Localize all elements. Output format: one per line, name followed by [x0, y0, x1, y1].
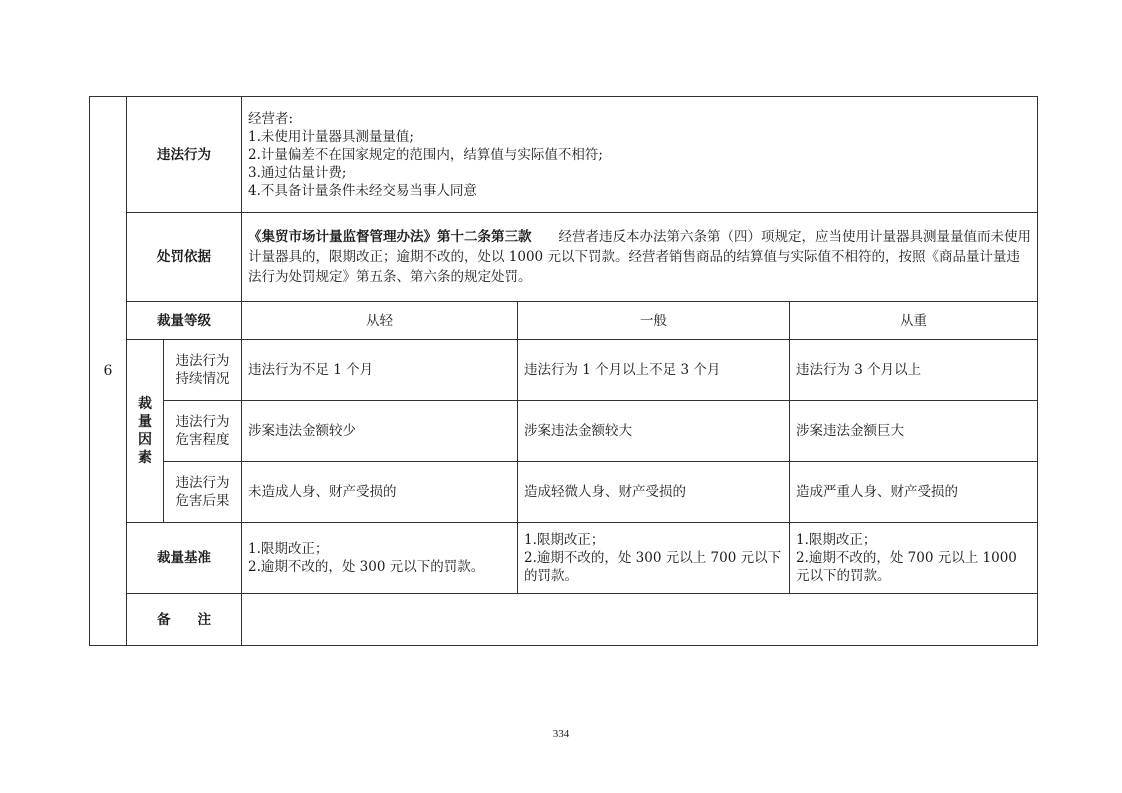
level-heavy: 从重: [790, 302, 1038, 340]
standard-line: 2.逾期不改的，处 700 元以上 1000 元以下的罚款。: [796, 550, 1017, 584]
standard-light: [242, 523, 518, 594]
violation-label: 违法行为: [127, 97, 242, 213]
duration-heavy: 违法行为 3 个月以上: [790, 340, 1038, 401]
factor-label-line: 违法行为: [175, 475, 230, 491]
violation-content: [242, 97, 1038, 213]
duration-light: 违法行为不足 1 个月: [242, 340, 518, 401]
penalty-basis-text: 经营者违反本办法第六条第（四）项规定，应当使用计量器具测量量值而未使用计量器具的，限期改正；逾期不改的，处以 1000 元以下罚款。经营者销售商品的结算值与实际值不相符的，按照《商品量计量违法行为处罚规定》第五条、第六条的规定处罚。: [248, 229, 1031, 285]
factor-harm-consequence-label: [164, 462, 242, 523]
harm-consequence-normal: 造成轻微人身、财产受损的: [518, 462, 790, 523]
factor-harm-consequence-row: [90, 462, 1038, 523]
row-number: 6: [90, 97, 127, 646]
penalty-basis-label: 处罚依据: [127, 213, 242, 302]
harm-degree-normal: 涉案违法金额较大: [518, 401, 790, 462]
factors-label: [127, 340, 164, 523]
violation-line: 4.不具备计量条件未经交易当事人同意: [248, 182, 477, 199]
page-number: 334: [552, 728, 570, 740]
level-normal: 一般: [518, 302, 790, 340]
levels-row: [90, 302, 1038, 340]
violation-row: [90, 97, 1038, 213]
factor-harm-degree-label: [164, 401, 242, 462]
factor-label-line: 违法行为: [175, 353, 230, 369]
discretion-table: [89, 96, 1038, 646]
remarks-label: 备 注: [127, 594, 242, 646]
factors-label-char: 量: [138, 414, 152, 430]
factor-harm-degree-row: [90, 401, 1038, 462]
level-light: 从轻: [242, 302, 518, 340]
remarks-content: [242, 594, 1038, 646]
harm-consequence-heavy: 造成严重人身、财产受损的: [790, 462, 1038, 523]
levels-label: 裁量等级: [127, 302, 242, 340]
factor-duration-row: [90, 340, 1038, 401]
duration-normal: 违法行为 1 个月以上不足 3 个月: [518, 340, 790, 401]
remarks-row: [90, 594, 1038, 646]
standard-line: 2.逾期不改的，处 300 元以上 700 元以下的罚款。: [524, 550, 782, 584]
harm-consequence-light: 未造成人身、财产受损的: [242, 462, 518, 523]
violation-line: 2.计量偏差不在国家规定的范围内，结算值与实际值不相符;: [248, 146, 603, 163]
penalty-basis-content: [242, 213, 1038, 302]
penalty-basis-title: 《集贸市场计量监督管理办法》第十二条第三款: [248, 229, 532, 245]
standard-line: 2.逾期不改的，处 300 元以下的罚款。: [248, 559, 485, 575]
harm-degree-light: 涉案违法金额较少: [242, 401, 518, 462]
violation-line: 3.通过估量计费;: [248, 164, 347, 181]
factors-label-char: 因: [138, 432, 152, 448]
factor-duration-label: [164, 340, 242, 401]
standard-heavy: [790, 523, 1038, 594]
violation-line: 1.未使用计量器具测量量值;: [248, 128, 414, 145]
standard-line: 1.限期改正；: [248, 541, 329, 557]
factors-label-char: 素: [138, 450, 152, 466]
factors-label-char: 裁: [138, 396, 152, 412]
factor-label-line: 持续情况: [175, 371, 230, 387]
harm-degree-heavy: 涉案违法金额巨大: [790, 401, 1038, 462]
standard-normal: [518, 523, 790, 594]
factor-label-line: 危害后果: [175, 493, 230, 509]
standard-row: [90, 523, 1038, 594]
standard-line: 1.限期改正；: [796, 532, 877, 548]
standard-line: 1.限期改正；: [524, 532, 605, 548]
penalty-basis-row: [90, 213, 1038, 302]
standard-label: 裁量基准: [127, 523, 242, 594]
factor-label-line: 违法行为: [175, 414, 230, 430]
factor-label-line: 危害程度: [175, 432, 230, 448]
violation-line: 经营者:: [248, 110, 294, 127]
